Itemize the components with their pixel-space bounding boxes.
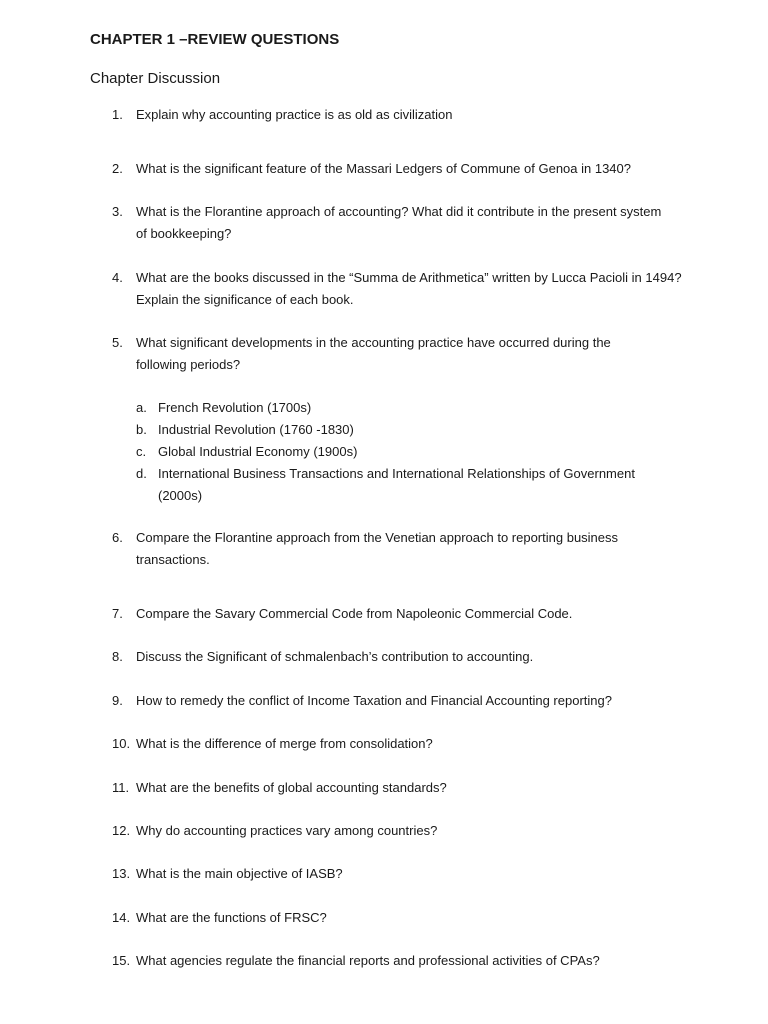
sub-item-text: International Business Transactions and International Relationships of Government (2000s) — [158, 466, 635, 503]
question-item — [112, 527, 672, 571]
question-number: 10. — [112, 736, 131, 751]
question-number: 2. — [112, 161, 123, 176]
question-text: Compare the Florantine approach from the Venetian approach to reporting business transactions. — [136, 530, 619, 567]
question-item — [112, 646, 692, 668]
question-text: What is the main objective of IASB? — [136, 866, 343, 881]
question-text: Discuss the Significant of schmalenbach’s contribution to accounting. — [136, 649, 534, 664]
sub-item-letter: d. — [136, 466, 147, 481]
question-number: 7. — [112, 606, 123, 621]
question-text: What agencies regulate the financial reports and professional activities of CPAs? — [136, 953, 600, 968]
question-text: What significant developments in the accounting practice have occurred during the following periods? — [136, 335, 611, 372]
question-number: 1. — [112, 107, 123, 122]
question-text: What are the books discussed in the “Summa de Arithmetica” written by Lucca Pacioli in 1494? Explain the significance of each book. — [136, 270, 682, 307]
question-number: 3. — [112, 204, 123, 219]
sub-item-text: Global Industrial Economy (1900s) — [158, 444, 358, 459]
question-item — [112, 907, 692, 929]
question-number: 4. — [112, 270, 123, 285]
question-item — [112, 267, 686, 311]
question-number: 8. — [112, 649, 123, 664]
sub-list-item — [136, 463, 676, 507]
question-item — [112, 690, 692, 712]
sub-item-letter: a. — [136, 400, 147, 415]
question-text: Compare the Savary Commercial Code from Napoleonic Commercial Code. — [136, 606, 573, 621]
question-item — [112, 104, 692, 126]
question-text: Why do accounting practices vary among countries? — [136, 823, 438, 838]
question-item — [112, 950, 692, 972]
question-item — [112, 777, 692, 799]
chapter-title: CHAPTER 1 –REVIEW QUESTIONS — [90, 31, 340, 48]
sub-item-letter: c. — [136, 444, 147, 459]
question-number: 12. — [112, 823, 131, 838]
question-item — [112, 733, 692, 755]
section-subtitle: Chapter Discussion — [90, 70, 221, 87]
question-text: Explain why accounting practice is as old as civilization — [136, 107, 453, 122]
question-number: 15. — [112, 953, 131, 968]
question-item — [112, 863, 692, 885]
question-text: What is the significant feature of the Massari Ledgers of Commune of Genoa in 1340? — [136, 161, 631, 176]
question-number: 14. — [112, 910, 131, 925]
question-item — [112, 201, 672, 245]
question-number: 6. — [112, 530, 123, 545]
question-item — [112, 332, 662, 376]
question-text: What are the functions of FRSC? — [136, 910, 327, 925]
sub-item-text: Industrial Revolution (1760 -1830) — [158, 422, 354, 437]
sub-item-text: French Revolution (1700s) — [158, 400, 312, 415]
question-item — [112, 158, 692, 180]
question-text: What are the benefits of global accounting standards? — [136, 780, 447, 795]
question-text: How to remedy the conflict of Income Taxation and Financial Accounting reporting? — [136, 693, 612, 708]
sub-list-item — [136, 419, 696, 441]
question-text: What is the difference of merge from consolidation? — [136, 736, 433, 751]
question-number: 9. — [112, 693, 123, 708]
question-number: 13. — [112, 866, 131, 881]
question-item — [112, 820, 692, 842]
question-text: What is the Florantine approach of accounting? What did it contribute in the present system of bookkeeping? — [136, 204, 662, 241]
sub-list-item — [136, 441, 696, 463]
question-number: 5. — [112, 335, 123, 350]
sub-list-item — [136, 397, 696, 419]
question-number: 11. — [112, 780, 130, 795]
sub-item-letter: b. — [136, 422, 147, 437]
question-item — [112, 603, 692, 625]
